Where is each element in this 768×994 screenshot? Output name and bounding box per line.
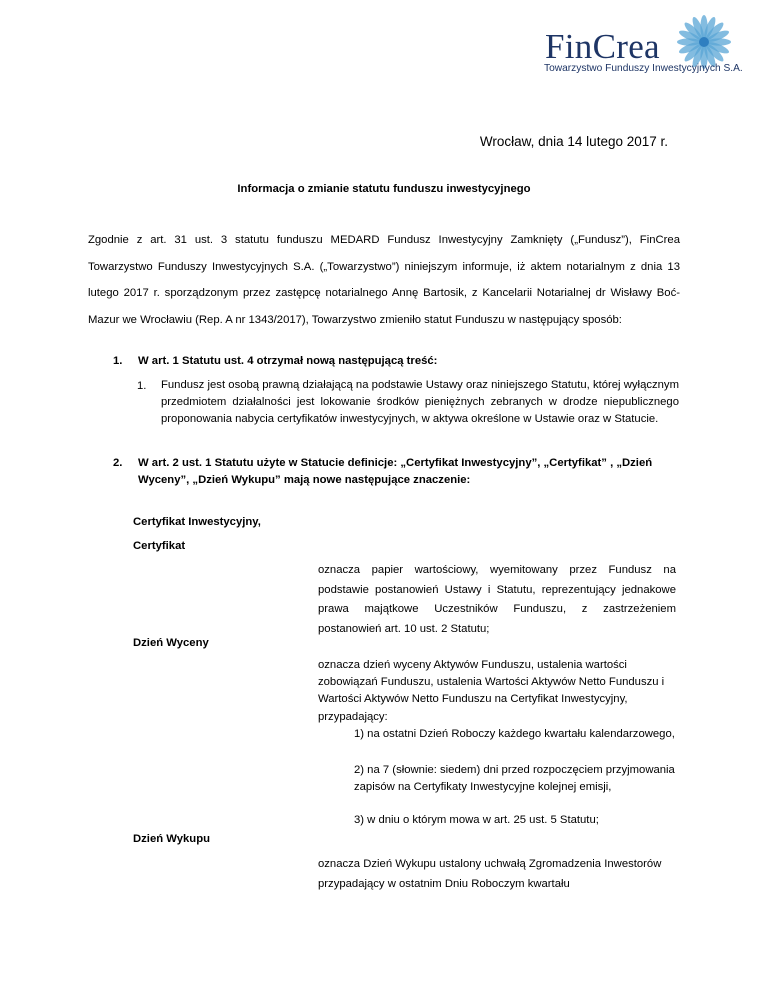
definition-certyfikat: oznacza papier wartościowy, wyemitowany przez Fundusz na podstawie postanowień Ustawy i Statutu, reprezentujący jednakowe prawa majątkowe Uczestników Funduszu, z zastrzeżeniem postanowień art. 10 ust. 2 Statutu; <box>318 564 676 635</box>
section-2-title-line1: W art. 2 ust. 1 Statutu użyte w Statucie definicje: „Certyfikat Inwestycyjny”, „Certyfikat” , „Dzień <box>138 457 653 469</box>
term-certyfikat: Certyfikat <box>133 540 186 552</box>
term-certyfikat-inwestycyjny: Certyfikat Inwestycyjny, <box>133 516 261 528</box>
section-1-item-text: Fundusz jest osobą prawną działającą na podstawie Ustawy oraz niniejszego Statutu, której wyłącznym przedmiotem działalności jest lokowanie środków pieniężnych zebranych w drodze niepublicznego proponowania nabycia certyfikatów inwestycyjnych, w aktywa określone w Ustawie oraz w Statucie. <box>161 379 679 426</box>
definition-dzien-wykupu: oznacza Dzień Wykupu ustalony uchwałą Zgromadzenia Inwestorów przypadający w ostatnim Dniu Roboczym kwartału <box>318 858 662 890</box>
term-dzien-wyceny: Dzień Wyceny <box>133 637 209 649</box>
document-heading: Informacja o zmianie statutu funduszu inwestycyjnego <box>237 183 531 195</box>
wyceny-item-1: 1) na ostatni Dzień Roboczy każdego kwartału kalendarzowego, <box>354 728 675 740</box>
section-1-item-number: 1. <box>137 380 147 392</box>
fincrea-logo <box>540 12 768 82</box>
wyceny-item-3: 3) w dniu o którym mowa w art. 25 ust. 5 Statutu; <box>354 814 599 826</box>
definition-dzien-wyceny: oznacza dzień wyceny Aktywów Funduszu, ustalenia wartości zobowiązań Funduszu, ustalenia Wartości Aktywów Netto Funduszu i Wartości Aktywów Netto Funduszu na Certyfikat Inwestycyjny, przypadający: <box>318 659 665 723</box>
term-dzien-wykupu: Dzień Wykupu <box>133 833 210 845</box>
document-date: Wrocław, dnia 14 lutego 2017 r. <box>479 134 668 149</box>
section-1-number: 1. <box>113 355 123 367</box>
section-2-title-line2: Wyceny”, „Dzień Wykupu” mają nowe następujące znaczenie: <box>138 474 471 486</box>
section-2-number: 2. <box>113 457 123 469</box>
intro-paragraph: Zgodnie z art. 31 ust. 3 statutu funduszu MEDARD Fundusz Inwestycyjny Zamknięty („Fundusz”), FinCrea Towarzystwo Funduszy Inwestycyjnych S.A. („Towarzystwo”) niniejszym informuje, iż aktem notarialnym z dnia 13 lutego 2017 r. sporządzonym przez zastępcę notarialnego Annę Bartosik, z Kancelarii Notarialnej dr Wisławy Boć-Mazur we Wrocławiu (Rep. A nr 1343/2017), Towarzystwo zmieniło statut Funduszu w następujący sposób: <box>88 234 680 326</box>
section-1-title: W art. 1 Statutu ust. 4 otrzymał nową następującą treść: <box>138 355 438 367</box>
logo-name: FinCrea <box>545 27 660 66</box>
wyceny-item-2: 2) na 7 (słownie: siedem) dni przed rozpoczęciem przyjmowania zapisów na Certyfikaty Inwestycyjne kolejnej emisji, <box>354 764 675 794</box>
logo-subtitle: Towarzystwo Funduszy Inwestycyjnych S.A. <box>544 63 743 74</box>
